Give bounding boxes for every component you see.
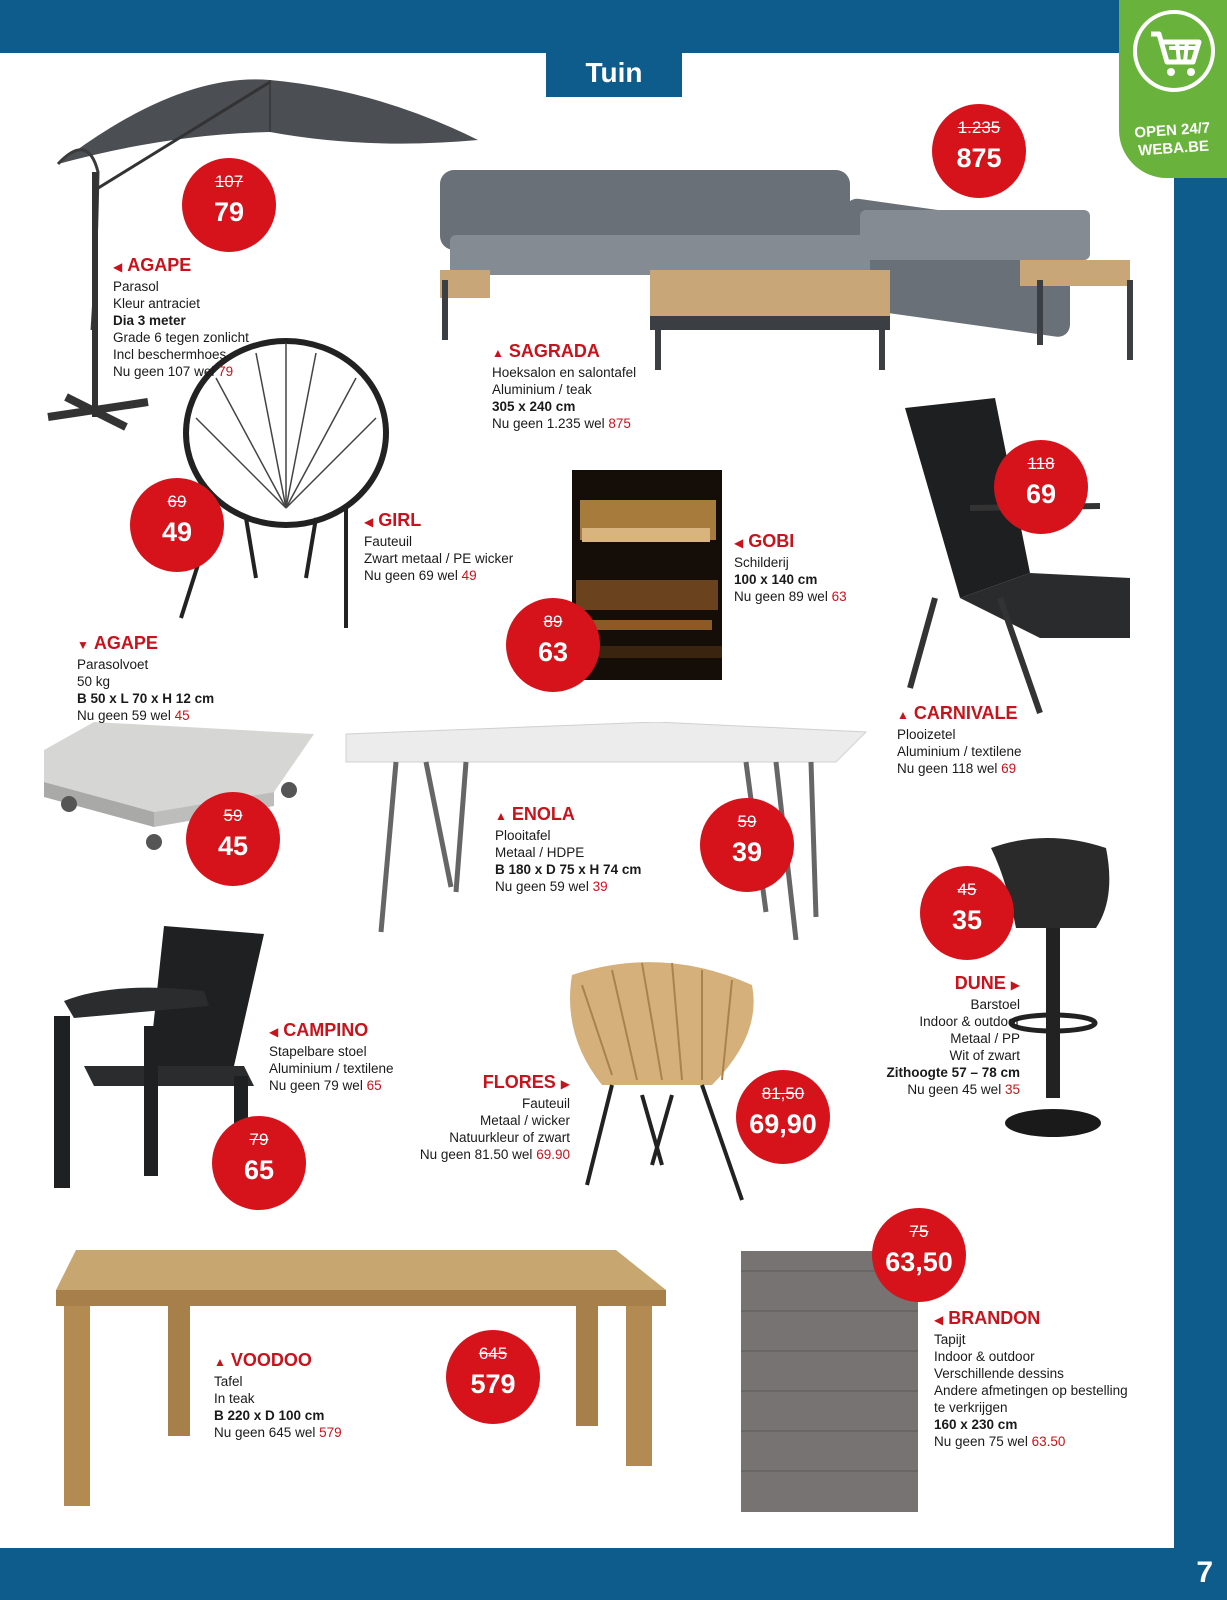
product-title: VOODOO — [230, 1350, 312, 1370]
new-price: 79 — [213, 197, 245, 227]
arrow-left-icon: ◀ — [113, 260, 123, 274]
spec-line: Metaal / PP — [950, 1031, 1020, 1046]
price-new-text: 63.50 — [1031, 1434, 1066, 1449]
new-price: 35 — [951, 905, 983, 935]
product-title: ENOLA — [511, 804, 575, 824]
price-circle — [182, 158, 276, 252]
price-old-text: Nu geen 75 wel — [934, 1434, 1028, 1449]
product-title: SAGRADA — [508, 341, 600, 361]
arrow-right-icon: ▶ — [1010, 978, 1020, 992]
spec-line: Stapelbare stoel — [269, 1044, 367, 1059]
arrow-down-icon: ▼ — [77, 638, 89, 652]
product-title: GOBI — [748, 531, 795, 551]
old-price: 89 — [543, 612, 563, 631]
product-title: DUNE — [954, 973, 1006, 993]
price-old-text: Nu geen 89 wel — [734, 589, 828, 604]
price-circle — [506, 598, 600, 692]
spec-line: Indoor & outdoor — [934, 1349, 1035, 1364]
price-line — [495, 878, 641, 895]
price-circle — [186, 792, 280, 886]
spec-line: In teak — [214, 1391, 255, 1406]
price-line — [830, 1081, 1020, 1098]
price-new-text: 65 — [366, 1078, 382, 1093]
old-price: 75 — [909, 1222, 929, 1241]
old-price: 45 — [957, 880, 977, 899]
product-name — [495, 803, 641, 827]
spec-line: Andere afmetingen op bestelling — [934, 1383, 1128, 1398]
price-old-text: Nu geen 107 wel — [113, 364, 215, 379]
price-circle — [872, 1208, 966, 1302]
old-price: 645 — [478, 1344, 508, 1363]
arrow-up-icon: ▲ — [495, 809, 507, 823]
price-old-text: Nu geen 59 wel — [495, 879, 589, 894]
spec-line: Metaal / wicker — [479, 1113, 570, 1128]
old-price: 118 — [1027, 454, 1055, 473]
price-new-text: 875 — [608, 416, 631, 431]
new-price: 69,90 — [749, 1109, 817, 1139]
dimensions: B 50 x L 70 x H 12 cm — [77, 691, 215, 706]
spec-line: te verkrijgen — [934, 1400, 1008, 1415]
section-title: Tuin — [546, 53, 682, 97]
arrow-left-icon: ◀ — [934, 1313, 944, 1327]
spec-line: Grade 6 tegen zonlicht — [113, 330, 249, 345]
spec-line: Schilderij — [734, 555, 789, 570]
new-price: 69 — [1025, 479, 1057, 509]
price-old-text: Nu geen 45 wel — [907, 1082, 1002, 1097]
product-title: GIRL — [378, 510, 422, 530]
product-girl[interactable] — [364, 509, 513, 584]
dimensions: B 220 x D 100 cm — [214, 1408, 325, 1423]
product-name — [269, 1019, 394, 1043]
spec-line: Zwart metaal / PE wicker — [364, 551, 514, 566]
badge-line1: OPEN 24/7 — [1133, 119, 1211, 142]
price-line — [734, 588, 847, 605]
arrow-left-icon: ◀ — [364, 515, 374, 529]
spec-line: Parasol — [113, 279, 159, 294]
arrow-right-icon: ▶ — [560, 1077, 570, 1091]
right-bar — [1174, 0, 1227, 1600]
badge-line2: WEBA.BE — [1137, 137, 1210, 160]
spec-line: Tafel — [214, 1374, 243, 1389]
spec-line: Wit of zwart — [949, 1048, 1020, 1063]
spec-line: Tapijt — [934, 1332, 966, 1347]
old-price: 107 — [214, 172, 244, 191]
price-old-text: Nu geen 1.235 wel — [492, 416, 605, 431]
girl-chair-image — [176, 338, 396, 638]
dimensions: Dia 3 meter — [113, 313, 186, 328]
spec-line: Plooitafel — [495, 828, 551, 843]
product-campino[interactable] — [269, 1019, 394, 1094]
voodoo-table-image — [56, 1250, 671, 1510]
product-name — [77, 632, 214, 656]
price-old-text: Nu geen 645 wel — [214, 1425, 316, 1440]
price-line — [934, 1433, 1128, 1450]
spec-line: Verschillende dessins — [934, 1366, 1064, 1381]
product-name — [380, 1071, 570, 1095]
old-price: 1.235 — [957, 118, 1001, 137]
price-circle — [920, 866, 1014, 960]
price-new-text: 49 — [461, 568, 477, 583]
price-circle — [212, 1116, 306, 1210]
product-brandon[interactable] — [934, 1307, 1128, 1450]
arrow-up-icon: ▲ — [492, 346, 504, 360]
dimensions: 305 x 240 cm — [492, 399, 576, 414]
product-carnivale[interactable] — [897, 702, 1022, 777]
price-old-text: Nu geen 79 wel — [269, 1078, 363, 1093]
price-circle — [130, 478, 224, 572]
price-line — [492, 415, 636, 432]
product-agape-parasol[interactable] — [113, 254, 249, 380]
new-price: 579 — [470, 1369, 516, 1399]
product-name — [492, 340, 636, 364]
spec-line: Parasolvoet — [77, 657, 149, 672]
spec-line: Plooizetel — [897, 727, 956, 742]
dimensions: 100 x 140 cm — [734, 572, 818, 587]
spec-line: Metaal / HDPE — [495, 845, 585, 860]
price-new-text: 45 — [174, 708, 190, 723]
price-line — [113, 363, 249, 380]
old-price: 81,50 — [761, 1084, 805, 1103]
product-dune[interactable] — [830, 972, 1020, 1098]
spec-line: Kleur antraciet — [113, 296, 201, 311]
price-old-text: Nu geen 81.50 wel — [419, 1147, 533, 1162]
new-price: 49 — [161, 517, 193, 547]
product-name — [934, 1307, 1128, 1331]
new-price: 65 — [243, 1155, 275, 1185]
price-old-text: Nu geen 69 wel — [364, 568, 458, 583]
price-new-text: 39 — [592, 879, 608, 894]
product-sagrada[interactable] — [492, 340, 636, 432]
product-voodoo[interactable] — [214, 1349, 342, 1441]
spec-line: Barstoel — [970, 997, 1020, 1012]
product-title: CAMPINO — [283, 1020, 369, 1040]
product-gobi[interactable] — [734, 530, 847, 605]
bottom-bar — [0, 1548, 1227, 1600]
spec-line: Natuurkleur of zwart — [449, 1130, 570, 1145]
product-name — [113, 254, 249, 278]
price-new-text: 79 — [218, 364, 234, 379]
price-line — [364, 567, 513, 584]
price-old-text: Nu geen 118 wel — [897, 761, 998, 776]
dimensions: B 180 x D 75 x H 74 cm — [495, 862, 642, 877]
product-enola[interactable] — [495, 803, 641, 895]
product-name — [830, 972, 1020, 996]
price-new-text: 63 — [831, 589, 847, 604]
price-new-text: 69.90 — [536, 1147, 570, 1162]
product-title: CARNIVALE — [913, 703, 1018, 723]
new-price: 39 — [731, 837, 763, 867]
price-line — [897, 760, 1022, 777]
price-line — [380, 1146, 570, 1163]
price-line — [77, 707, 214, 724]
price-old-text: Nu geen 59 wel — [77, 708, 171, 723]
product-name — [897, 702, 1022, 726]
arrow-up-icon: ▲ — [897, 708, 909, 722]
price-circle — [994, 440, 1088, 534]
arrow-up-icon: ▲ — [214, 1355, 226, 1369]
product-agape-base[interactable] — [77, 632, 214, 724]
product-name — [214, 1349, 342, 1373]
price-line — [214, 1424, 342, 1441]
product-flores[interactable] — [380, 1071, 570, 1163]
old-price: 59 — [737, 812, 757, 831]
spec-line: Aluminium / textilene — [897, 744, 1022, 759]
price-new-text: 35 — [1004, 1082, 1020, 1097]
product-name — [364, 509, 513, 533]
spec-line: 50 kg — [77, 674, 111, 689]
new-price: 45 — [217, 831, 249, 861]
shopping-cart-icon — [1137, 14, 1211, 88]
dimensions: Zithoogte 57 – 78 cm — [886, 1065, 1020, 1080]
cart-icon-circle — [1133, 10, 1215, 92]
price-line — [269, 1077, 394, 1094]
flores-chair-image — [562, 955, 772, 1205]
spec-line: Aluminium / teak — [492, 382, 592, 397]
spec-line: Aluminium / textilene — [269, 1061, 394, 1076]
dimensions: 160 x 230 cm — [934, 1417, 1018, 1432]
old-price: 79 — [249, 1130, 269, 1149]
product-title: FLORES — [482, 1072, 556, 1092]
product-name — [734, 530, 847, 554]
product-title: AGAPE — [93, 633, 158, 653]
spec-line: Hoeksalon en salontafel — [492, 365, 637, 380]
price-new-text: 69 — [1001, 761, 1017, 776]
new-price: 875 — [956, 143, 1002, 173]
new-price: 63 — [537, 637, 569, 667]
spec-line: Incl beschermhoes — [113, 347, 227, 362]
price-circle — [736, 1070, 830, 1164]
new-price: 63,50 — [885, 1247, 953, 1277]
product-title: BRANDON — [948, 1308, 1041, 1328]
spec-line: Fauteuil — [364, 534, 413, 549]
arrow-left-icon: ◀ — [269, 1025, 279, 1039]
spec-line: Indoor & outdoor — [919, 1014, 1020, 1029]
page-number: 7 — [1196, 1556, 1213, 1589]
old-price: 59 — [223, 806, 243, 825]
arrow-left-icon: ◀ — [734, 536, 744, 550]
price-new-text: 579 — [319, 1425, 342, 1440]
price-circle — [700, 798, 794, 892]
price-circle — [932, 104, 1026, 198]
spec-line: Fauteuil — [521, 1096, 570, 1111]
price-circle — [446, 1330, 540, 1424]
old-price: 69 — [167, 492, 187, 511]
product-title: AGAPE — [127, 255, 192, 275]
top-bar — [0, 0, 1227, 53]
